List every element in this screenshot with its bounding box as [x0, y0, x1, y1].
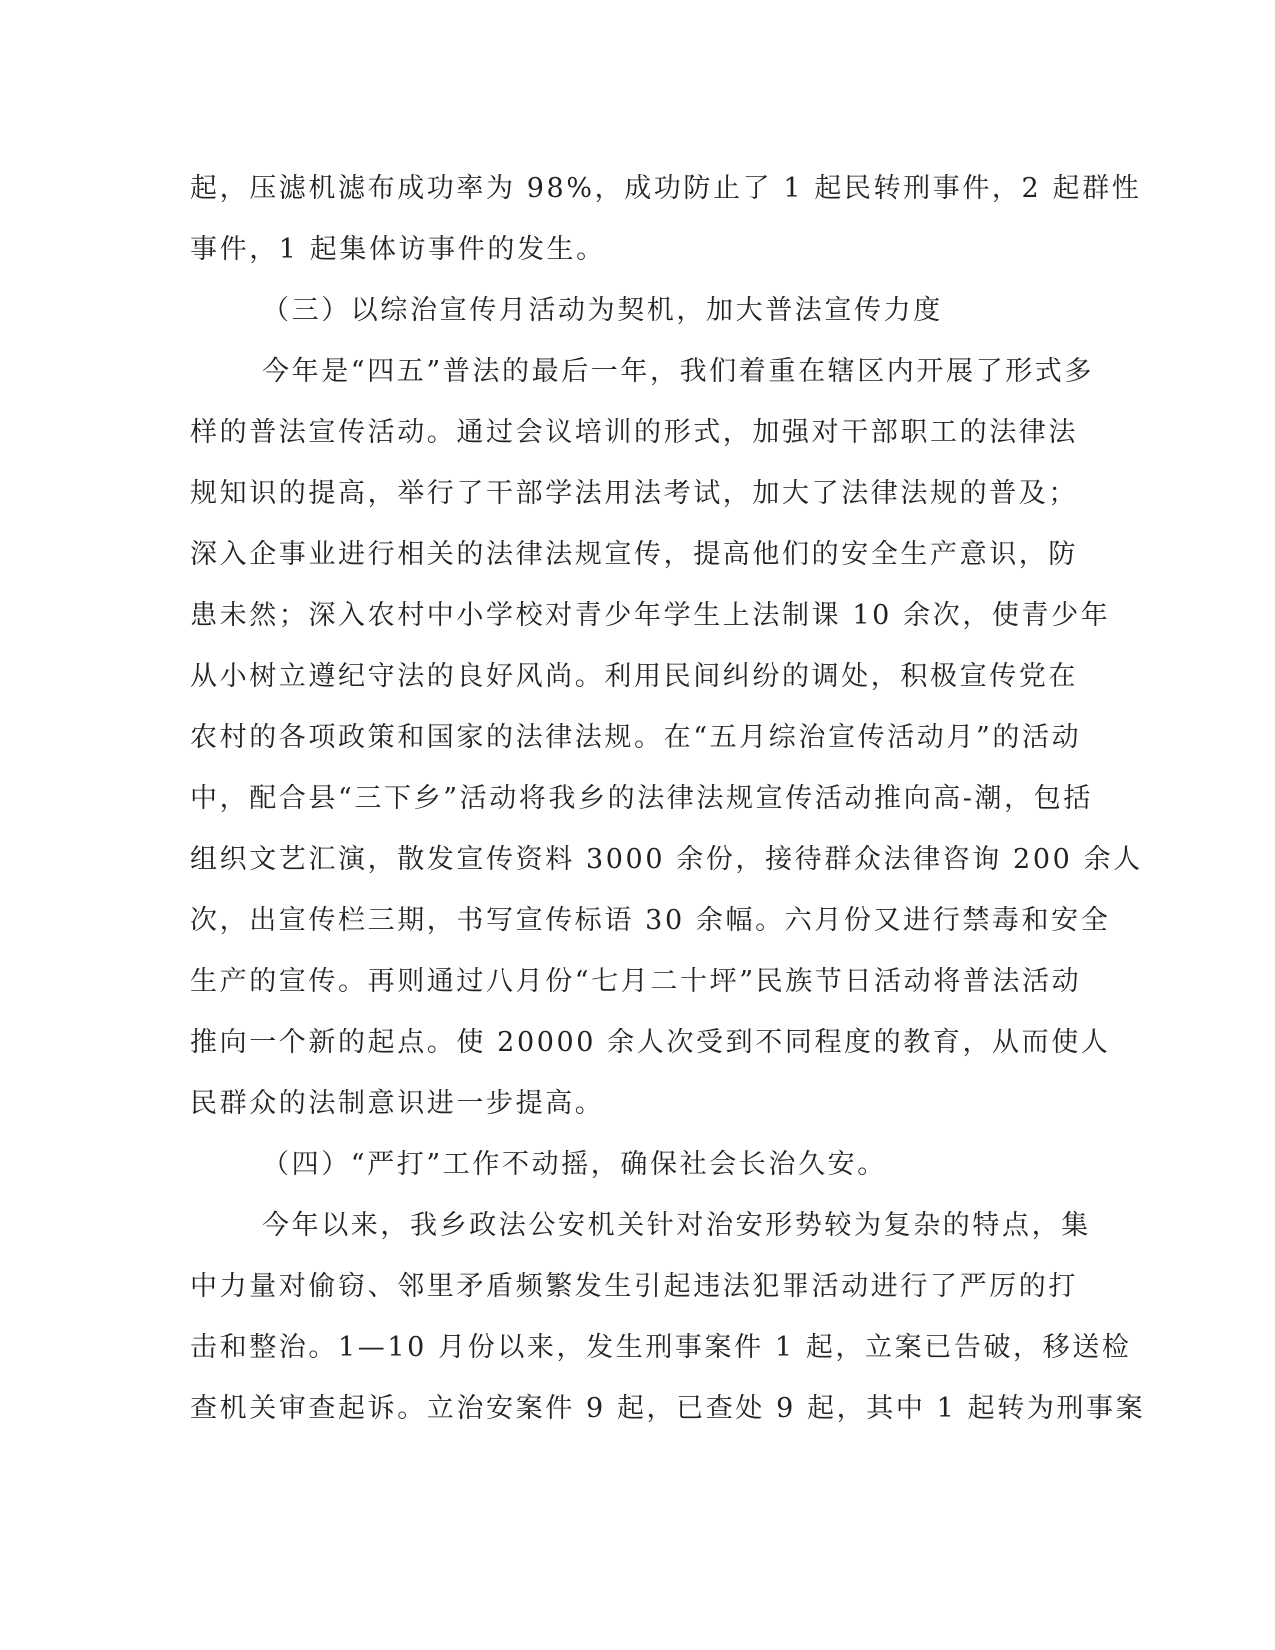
text-line: 推向一个新的起点。使 20000 余人次受到不同程度的教育，从而使人 [190, 1027, 1111, 1058]
text-line: 民群众的法制意识进一步提高。 [190, 1088, 605, 1119]
text-line: 样的普法宣传活动。通过会议培训的形式，加强对干部职工的法律法 [190, 417, 1078, 448]
text-line: 规知识的提高，举行了干部学法用法考试，加大了法律法规的普及； [190, 478, 1078, 509]
text-line: 查机关审查起诉。立治安案件 9 起，已查处 9 起，其中 1 起转为刑事案 [190, 1393, 1146, 1424]
text-line: 患未然；深入农村中小学校对青少年学生上法制课 10 余次，使青少年 [190, 600, 1111, 631]
text-line: 中，配合县“三下乡”活动将我乡的法律法规宣传活动推向高-潮，包括 [190, 783, 1093, 814]
document-page [190, 158, 1146, 1439]
section-heading: （三）以综治宣传月活动为契机，加大普法宣传力度 [262, 295, 943, 326]
section-heading: （四）“严打”工作不动摇，确保社会长治久安。 [262, 1149, 887, 1180]
text-line: 今年以来，我乡政法公安机关针对治安形势较为复杂的特点，集 [262, 1210, 1091, 1241]
text-line: 组织文艺汇演，散发宣传资料 3000 余份，接待群众法律咨询 200 余人 [190, 844, 1143, 875]
text-line: 击和整治。1—10 月份以来，发生刑事案件 1 起，立案已告破，移送检 [190, 1332, 1132, 1363]
text-line: 从小树立遵纪守法的良好风尚。利用民间纠纷的调处，积极宣传党在 [190, 661, 1078, 692]
text-line: 生产的宣传。再则通过八月份“七月二十坪”民族节日活动将普法活动 [190, 966, 1082, 997]
text-line: 今年是“四五”普法的最后一年，我们着重在辖区内开展了形式多 [262, 356, 1095, 387]
text-line: 起，压滤机滤布成功率为 98%，成功防止了 1 起民转刑事件，2 起群性 [190, 173, 1142, 204]
text-line: 农村的各项政策和国家的法律法规。在“五月综治宣传活动月”的活动 [190, 722, 1082, 753]
text-line: 中力量对偷窃、邻里矛盾频繁发生引起违法犯罪活动进行了严厉的打 [190, 1271, 1078, 1302]
text-line: 次，出宣传栏三期，书写宣传标语 30 余幅。六月份又进行禁毒和安全 [190, 905, 1111, 936]
text-line: 事件，1 起集体访事件的发生。 [190, 234, 606, 265]
text-line: 深入企事业进行相关的法律法规宣传，提高他们的安全生产意识，防 [190, 539, 1078, 570]
